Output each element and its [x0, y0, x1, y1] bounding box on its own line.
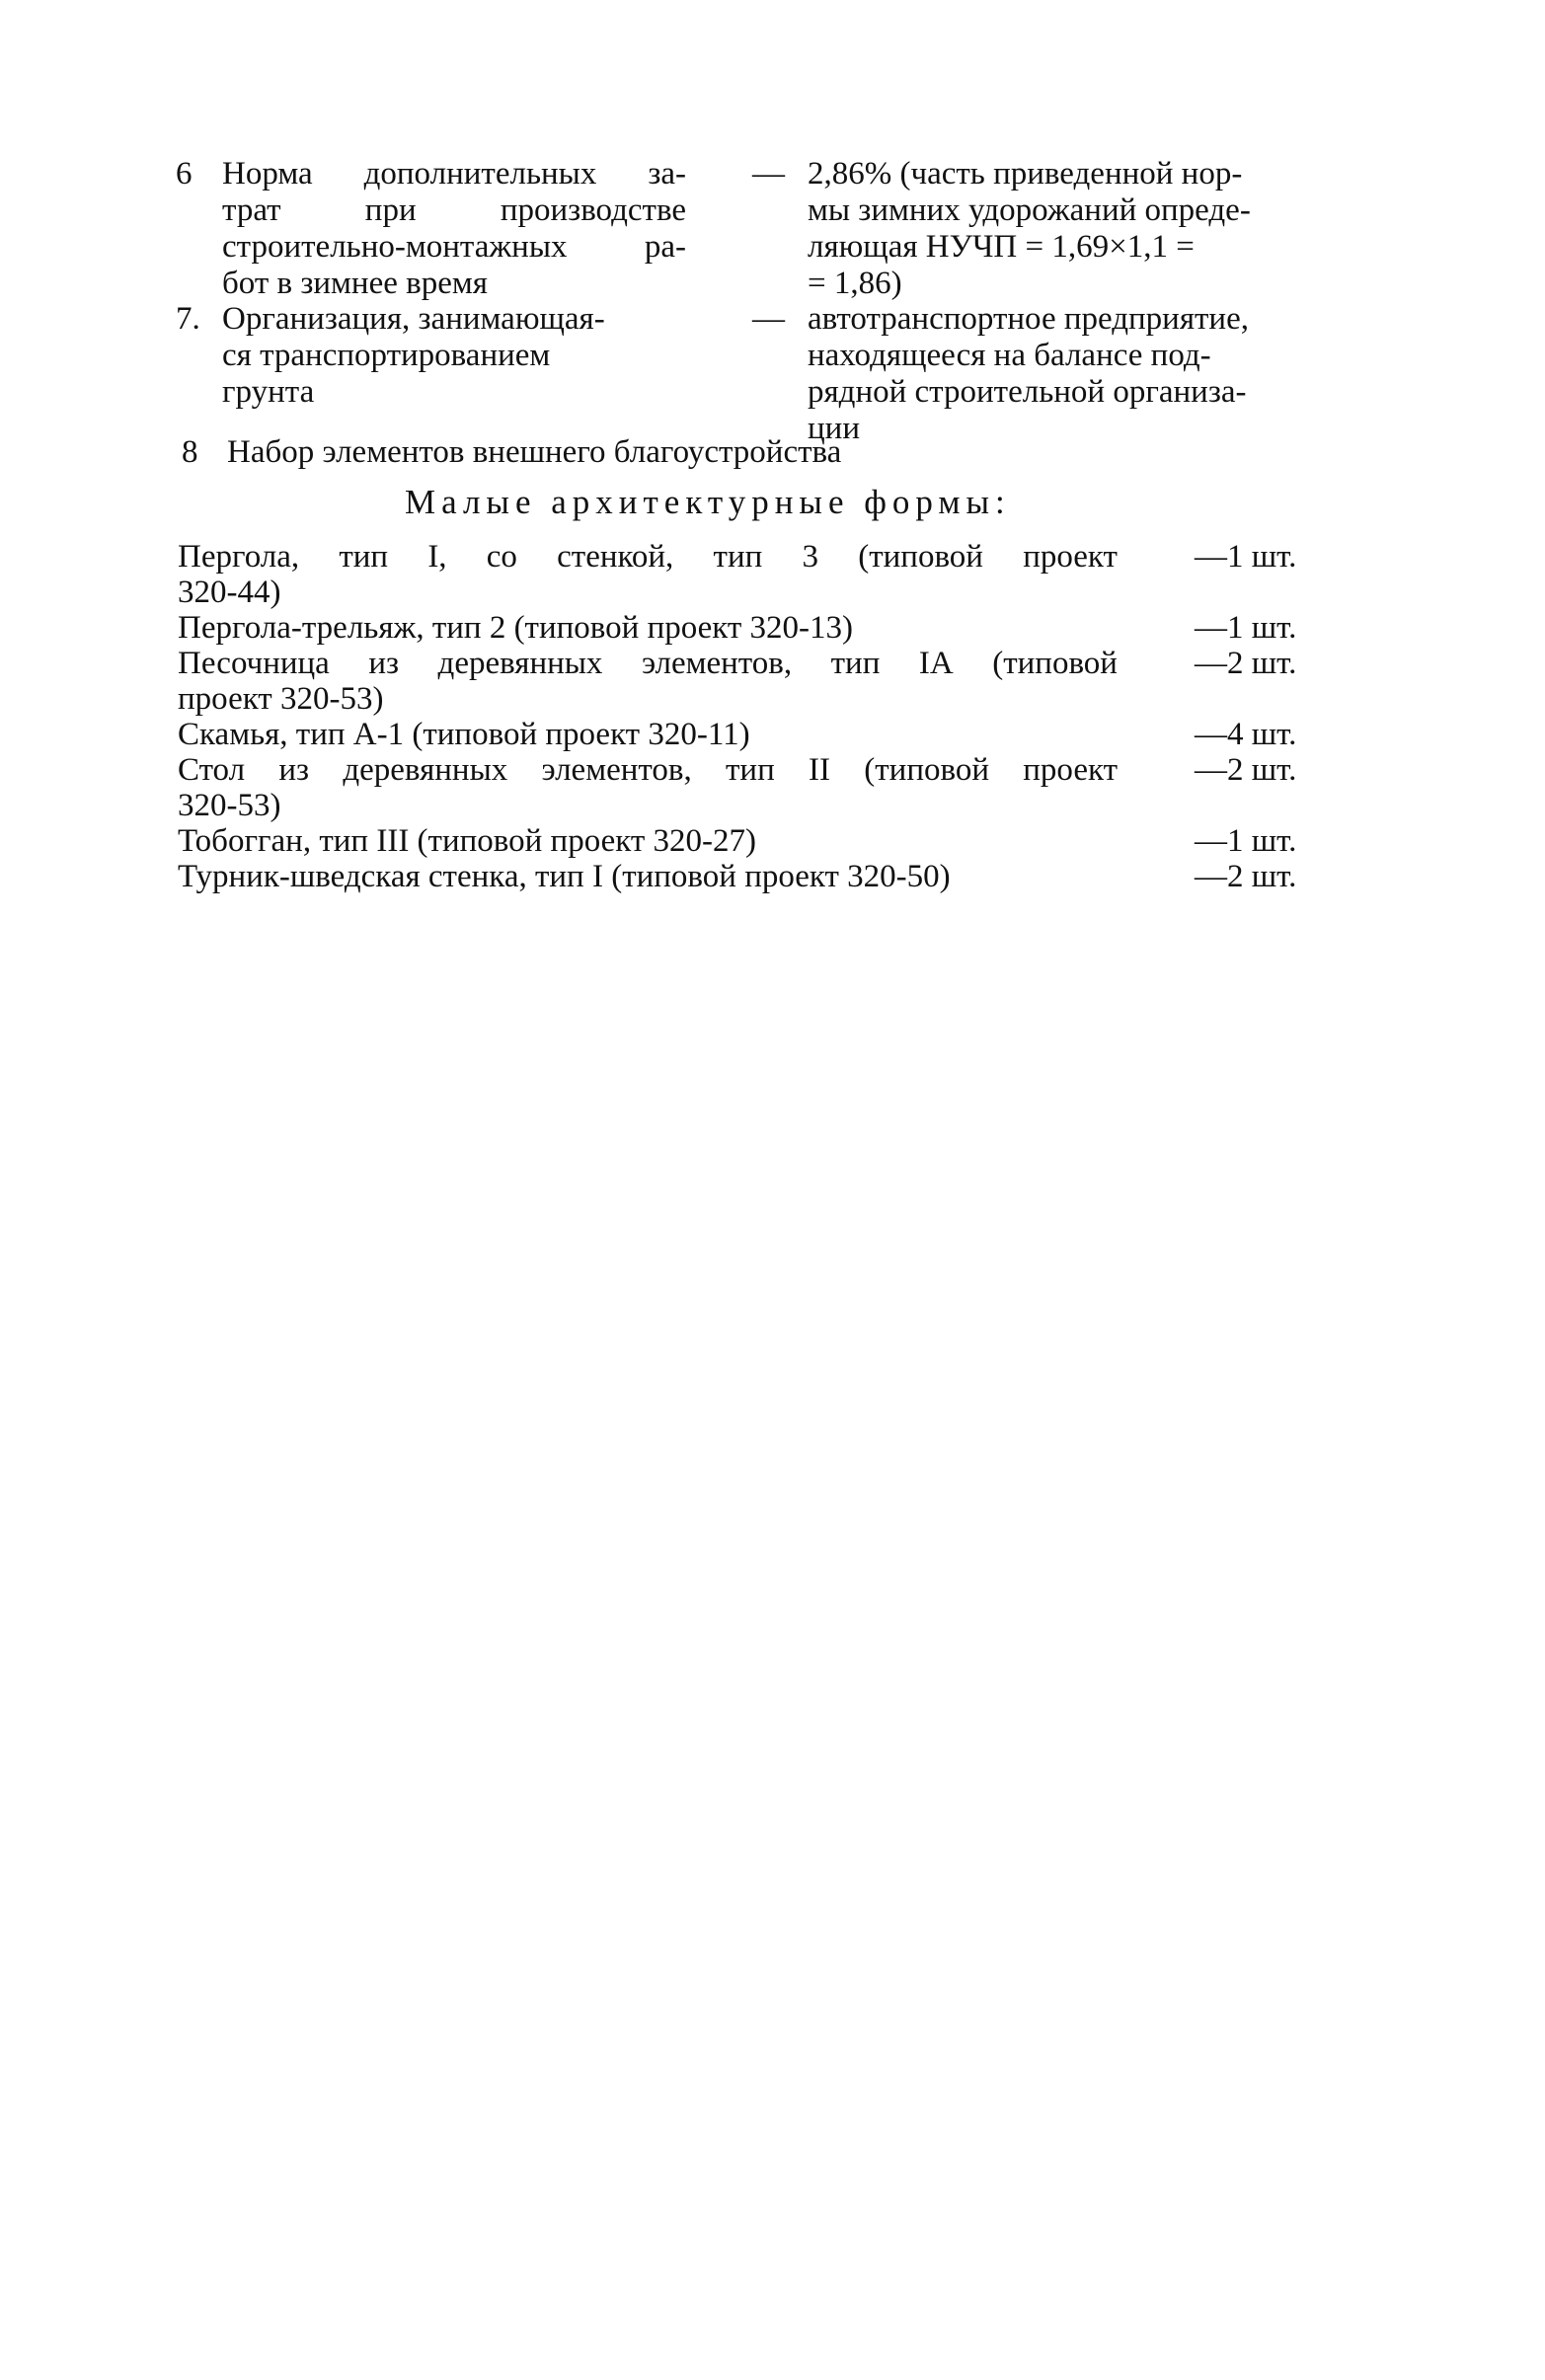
form-line: проект 320-53) [178, 681, 384, 717]
word: ра- [644, 229, 686, 265]
word: из [278, 752, 310, 788]
form-line: Скамья, тип А-1 (типовой проект 320-11) [178, 717, 750, 752]
item-dash: — [752, 156, 785, 192]
form-line: 320-44) [178, 575, 281, 610]
form-quantity: —2 шт. [1195, 646, 1297, 681]
item-7-left-line-3: грунта [222, 374, 315, 410]
item-6-left-line-2 [222, 192, 686, 228]
form-line: Пергола-трельяж, тип 2 (типовой проект 320-13) [178, 610, 854, 646]
word: при [364, 192, 417, 228]
word: проект [1023, 539, 1118, 575]
form-quantity: —4 шт. [1195, 717, 1297, 752]
word: тип [725, 752, 775, 788]
item-7-right-line-1: автотранспортное предприятие, [808, 301, 1249, 337]
item-7-right-line-3: рядной строительной организа- [808, 374, 1247, 410]
item-8-text: Набор элементов внешнего благоустройства [227, 434, 842, 470]
word: Песочница [178, 646, 330, 681]
word: (типовой [864, 752, 989, 788]
word: проект [1023, 752, 1118, 788]
form-line [178, 646, 1118, 681]
item-dash: — [752, 301, 785, 337]
item-6-right-line-1: 2,86% (часть приведенной нор- [808, 156, 1243, 192]
form-line: 320-53) [178, 788, 281, 823]
form-quantity: —2 шт. [1195, 859, 1297, 894]
form-quantity: —1 шт. [1195, 610, 1297, 646]
form-line [178, 539, 1118, 575]
word: за- [648, 156, 686, 192]
item-7-left-line-2: ся транспортированием [222, 338, 551, 373]
form-line: Тобогган, тип III (типовой проект 320-27) [178, 823, 757, 859]
word: Пергола, [178, 539, 300, 575]
word: (типовой [992, 646, 1118, 681]
item-number: 8 [182, 434, 198, 470]
form-line: Турник-шведская стенка, тип I (типовой проект 320-50) [178, 859, 951, 894]
word: тип [830, 646, 881, 681]
word: деревянных [437, 646, 603, 681]
item-7-right-line-2: находящееся на балансе под- [808, 338, 1211, 373]
word: Норма [222, 156, 313, 192]
word: тип [339, 539, 389, 575]
item-6-left-line-1 [222, 156, 686, 192]
form-quantity: —1 шт. [1195, 539, 1297, 575]
word: из [368, 646, 400, 681]
word: строительно-монтажных [222, 229, 568, 265]
word: трат [222, 192, 281, 228]
word: I, [427, 539, 447, 575]
section-title: Малые архитектурные формы: [405, 483, 1011, 521]
form-quantity: —1 шт. [1195, 823, 1297, 859]
word: элементов, [541, 752, 692, 788]
item-6-right-line-3: ляющая НУЧП = 1,69×1,1 = [808, 229, 1195, 265]
word: со [486, 539, 517, 575]
word: дополнительных [363, 156, 597, 192]
word: тип [713, 539, 763, 575]
word: 3 [802, 539, 818, 575]
item-number: 6 [176, 156, 193, 192]
item-6-right-line-4: = 1,86) [808, 266, 902, 301]
word: (типовой [858, 539, 983, 575]
word: производстве [500, 192, 686, 228]
item-7-left-line-1: Организация, занимающая- [222, 301, 605, 337]
word: стенкой, [557, 539, 674, 575]
form-quantity: —2 шт. [1195, 752, 1297, 788]
word: II [809, 752, 830, 788]
item-number: 7. [176, 301, 200, 337]
item-7-right-line-4: ции [808, 411, 860, 446]
word: IA [918, 646, 954, 681]
form-line [178, 752, 1118, 788]
word: Стол [178, 752, 246, 788]
item-6-left-line-4: бот в зимнее время [222, 266, 488, 301]
word: деревянных [343, 752, 508, 788]
item-6-left-line-3 [222, 229, 686, 265]
item-6-right-line-2: мы зимних удорожаний опреде- [808, 192, 1251, 228]
word: элементов, [641, 646, 793, 681]
